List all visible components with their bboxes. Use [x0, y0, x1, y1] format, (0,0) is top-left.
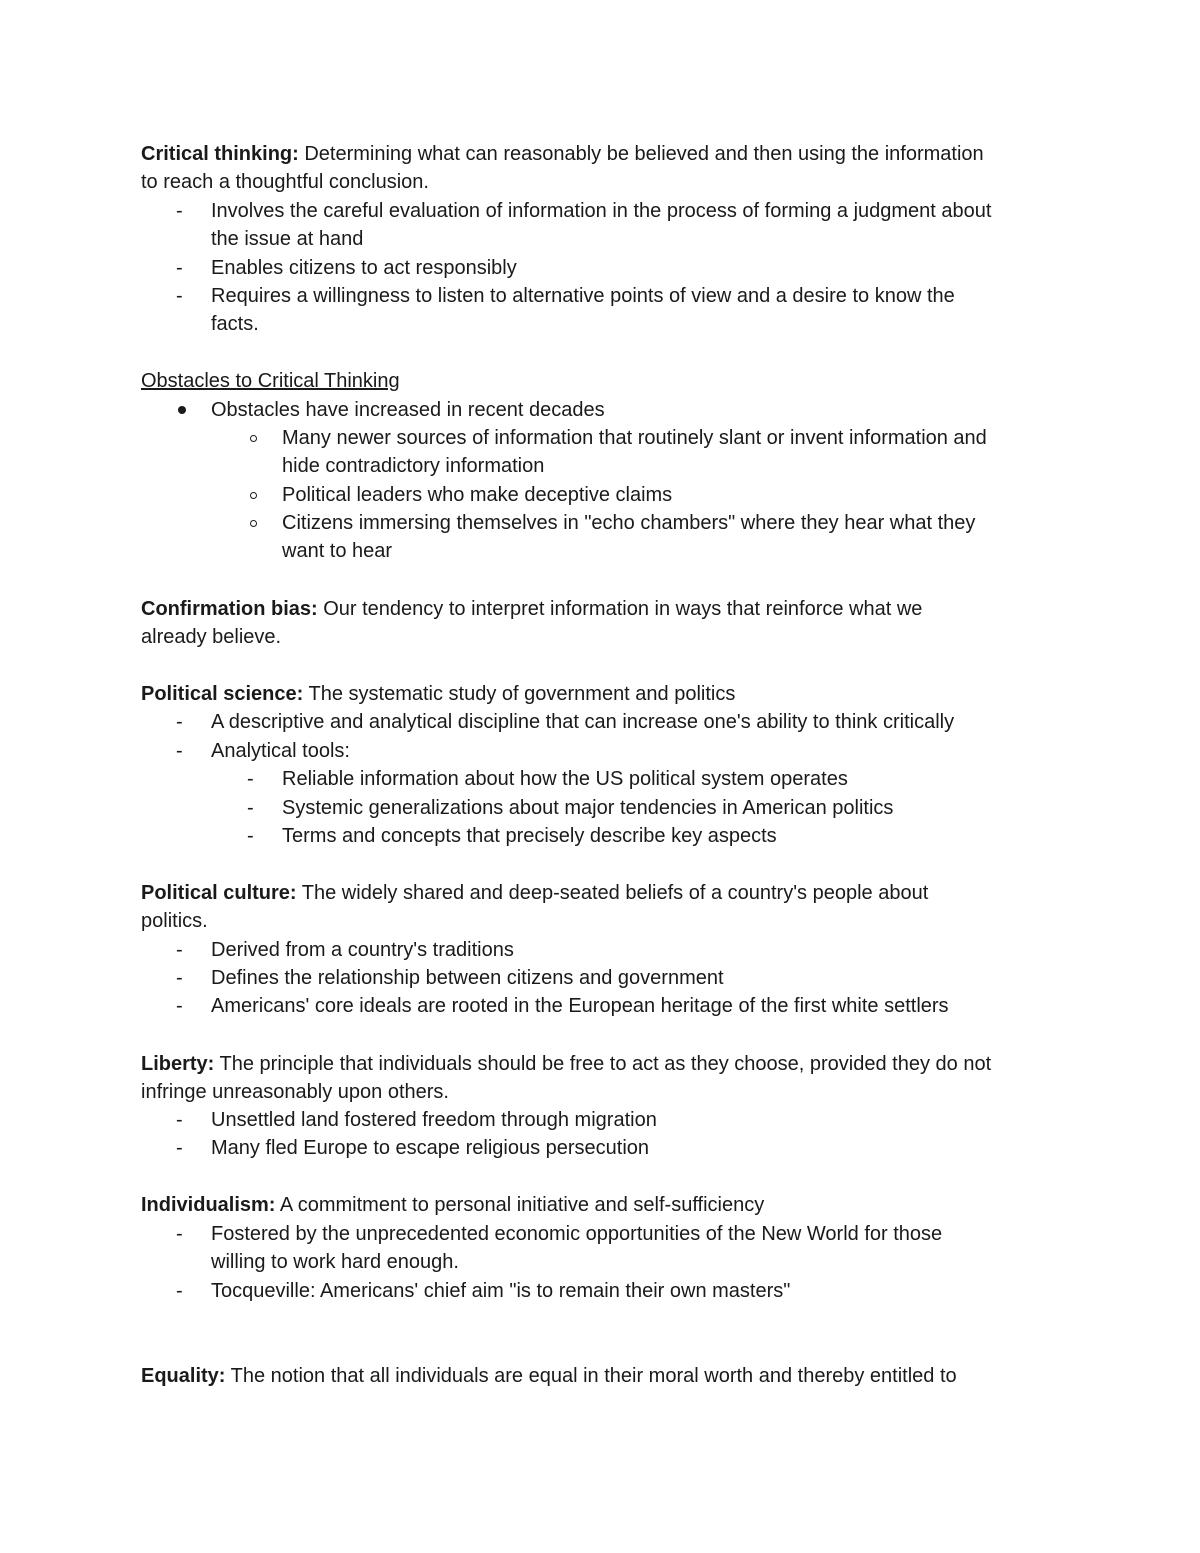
dash-marker: - — [176, 1280, 183, 1302]
confirmation-bias-definition — [141, 595, 922, 623]
obstacles-sub-1-line1: Many newer sources of information that routinely slant or invent information and — [282, 427, 987, 449]
individualism-term: Individualism: — [141, 1194, 276, 1216]
equality-definition — [141, 1362, 957, 1390]
dash-marker: - — [176, 200, 183, 222]
political-culture-point-2: Defines the relationship between citizens and government — [211, 967, 724, 989]
dash-marker: - — [176, 285, 183, 307]
liberty-def-line2: infringe unreasonably upon others. — [141, 1081, 449, 1103]
political-culture-term: Political culture: — [141, 882, 297, 904]
dash-marker: - — [247, 768, 254, 790]
dash-marker: - — [176, 1223, 183, 1245]
confirmation-bias-def-line2: already believe. — [141, 626, 282, 648]
critical-thinking-point-1-line1: Involves the careful evaluation of information in the process of forming a judgment about — [211, 200, 992, 222]
hollow-bullet-icon — [250, 492, 257, 499]
filled-bullet-icon — [178, 406, 186, 414]
obstacles-sub-1-line2: hide contradictory information — [282, 455, 545, 477]
individualism-point-1-line2: willing to work hard enough. — [211, 1251, 459, 1273]
political-science-sub-3: Terms and concepts that precisely describe key aspects — [282, 825, 777, 847]
political-science-definition — [141, 680, 735, 708]
critical-thinking-point-3-line2: facts. — [211, 313, 259, 335]
dash-marker: - — [176, 1137, 183, 1159]
obstacles-sub-3-line2: want to hear — [282, 540, 393, 562]
obstacles-bullet: Obstacles have increased in recent decades — [211, 399, 605, 421]
dash-marker: - — [247, 825, 254, 847]
political-culture-def-line2: politics. — [141, 910, 208, 932]
political-science-sub-2: Systemic generalizations about major tendencies in American politics — [282, 797, 894, 819]
obstacles-heading: Obstacles to Critical Thinking — [141, 370, 400, 392]
critical-thinking-point-2: Enables citizens to act responsibly — [211, 257, 517, 279]
political-culture-definition — [141, 879, 928, 907]
dash-marker: - — [176, 995, 183, 1017]
dash-marker: - — [247, 797, 254, 819]
confirmation-bias-term: Confirmation bias: — [141, 598, 318, 620]
individualism-point-2: Tocqueville: Americans' chief aim "is to remain their own masters" — [211, 1280, 791, 1302]
equality-term: Equality: — [141, 1365, 226, 1387]
liberty-definition — [141, 1050, 991, 1078]
political-science-def-line1: The systematic study of government and politics — [303, 683, 736, 705]
individualism-point-1-line1: Fostered by the unprecedented economic opportunities of the New World for those — [211, 1223, 943, 1245]
liberty-term: Liberty: — [141, 1053, 215, 1075]
political-science-sub-1: Reliable information about how the US political system operates — [282, 768, 848, 790]
critical-thinking-point-3-line1: Requires a willingness to listen to alternative points of view and a desire to know the — [211, 285, 955, 307]
liberty-point-2: Many fled Europe to escape religious persecution — [211, 1137, 650, 1159]
equality-def-line1: The notion that all individuals are equal in their moral worth and thereby entitled to — [225, 1365, 957, 1387]
political-science-point-1: A descriptive and analytical discipline that can increase one's ability to think critically — [211, 711, 955, 733]
confirmation-bias-def-line1: Our tendency to interpret information in ways that reinforce what we — [317, 598, 923, 620]
dash-marker: - — [176, 967, 183, 989]
hollow-bullet-icon — [250, 520, 257, 527]
obstacles-sub-3-line1: Citizens immersing themselves in "echo chambers" where they hear what they — [282, 512, 976, 534]
political-science-term: Political science: — [141, 683, 304, 705]
political-culture-point-1: Derived from a country's traditions — [211, 939, 514, 961]
liberty-point-1: Unsettled land fostered freedom through migration — [211, 1109, 657, 1131]
individualism-def-line1: A commitment to personal initiative and self-sufficiency — [275, 1194, 765, 1216]
critical-thinking-def-line2: to reach a thoughtful conclusion. — [141, 171, 429, 193]
individualism-definition — [141, 1191, 764, 1219]
dash-marker: - — [176, 939, 183, 961]
critical-thinking-definition — [141, 140, 984, 168]
political-culture-point-3: Americans' core ideals are rooted in the European heritage of the first white settlers — [211, 995, 949, 1017]
critical-thinking-term: Critical thinking: — [141, 143, 299, 165]
obstacles-sub-2: Political leaders who make deceptive claims — [282, 484, 673, 506]
dash-marker: - — [176, 1109, 183, 1131]
dash-marker: - — [176, 257, 183, 279]
critical-thinking-def-line1: Determining what can reasonably be believed and then using the information — [298, 143, 984, 165]
hollow-bullet-icon — [250, 435, 257, 442]
liberty-def-line1: The principle that individuals should be free to act as they choose, provided they do not — [214, 1053, 992, 1075]
dash-marker: - — [176, 740, 183, 762]
political-science-point-2: Analytical tools: — [211, 740, 350, 762]
political-culture-def-line1: The widely shared and deep-seated beliefs of a country's people about — [296, 882, 929, 904]
dash-marker: - — [176, 711, 183, 733]
critical-thinking-point-1-line2: the issue at hand — [211, 228, 364, 250]
